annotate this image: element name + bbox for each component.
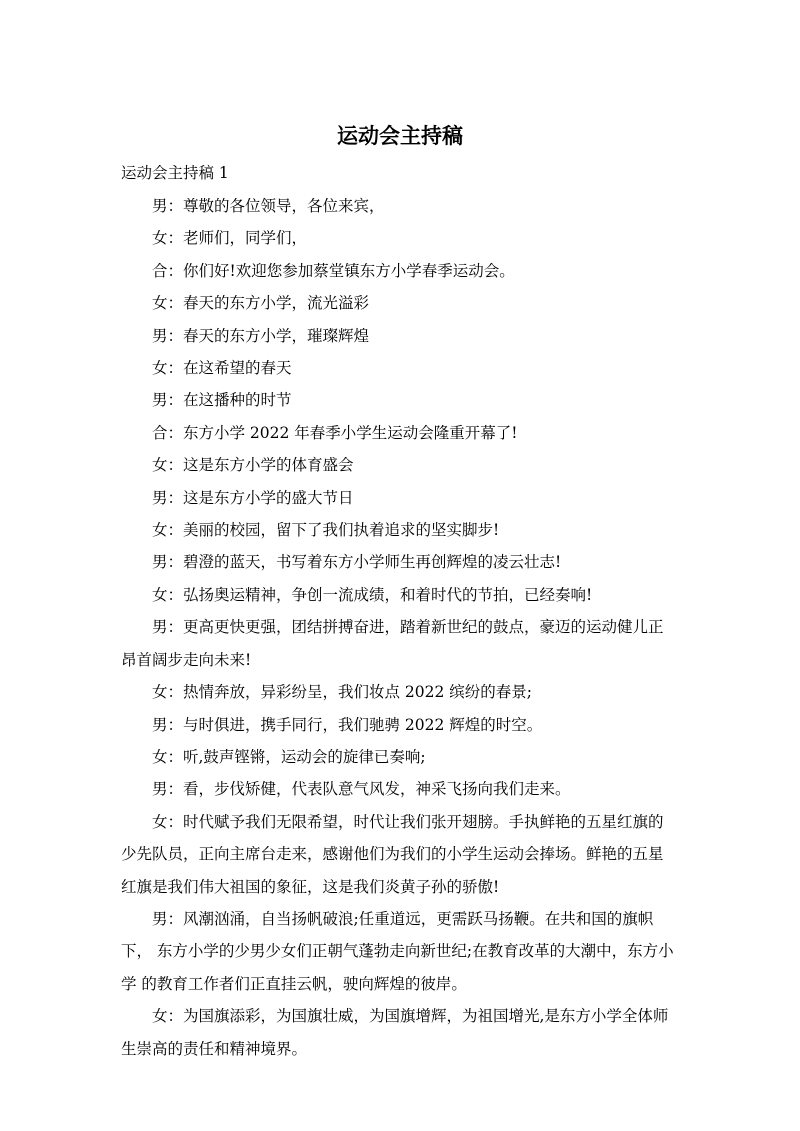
page-title: 运动会主持稿 (337, 124, 463, 148)
paragraph: 女：时代赋予我们无限希望，时代让我们张开翅膀。手执鲜艳的五星红旗的 少先队员，正向主席台走来，感谢他们为我们的小学生运动会捧场。鲜艳的五星 红旗是我们伟大祖国的象征，这是我们炎黄子孙的骄傲! (121, 812, 669, 896)
paragraph: 女：美丽的校园，留下了我们执着追求的坚实脚步! (152, 521, 500, 540)
paragraph: 女：热情奔放，异彩纷呈，我们妆点 2022 缤纷的春景; (152, 683, 533, 702)
paragraph: 女：为国旗添彩，为国旗壮威，为国旗增辉，为祖国增光,是东方小学全体师生崇高的责任和精神境界。 (121, 1007, 669, 1058)
paragraph: 男：碧澄的蓝天，书写着东方小学师生再创辉煌的凌云壮志! (152, 553, 562, 572)
paragraph: 男：尊敬的各位领导，各位来宾， (152, 197, 385, 215)
paragraph: 男：春天的东方小学，璀璨辉煌 (152, 326, 370, 345)
paragraph: 女：在这希望的春天 (152, 359, 292, 378)
paragraph: 女：这是东方小学的体育盛会 (152, 456, 354, 475)
paragraph: 女：春天的东方小学，流光溢彩 (152, 294, 370, 313)
document-body (121, 190, 681, 1065)
paragraph: 合：东方小学 2022 年春季小学生运动会隆重开幕了! (152, 423, 518, 442)
paragraph: 女：听,鼓声铿锵，运动会的旋律已奏响; (152, 747, 426, 766)
paragraph: 男：这是东方小学的盛大节日 (152, 488, 354, 507)
document-subtitle: 运动会主持稿 1 (121, 164, 229, 182)
paragraph: 男：风潮汹涌，自当扬帆破浪;任重道远，更需跃马扬鞭。在共和国的旗帜下， 东方小学的少男少女们正朝气蓬勃走向新世纪;在教育改革的大潮中，东方小学 的教育工作者们正直挂云帆，驶向辉煌的彼岸。 (121, 909, 674, 993)
paragraph: 合：你们好!欢迎您参加蔡堂镇东方小学春季运动会。 (152, 261, 515, 280)
paragraph: 男：在这播种的时节 (152, 391, 292, 410)
paragraph: 女：老师们，同学们， (152, 229, 308, 248)
paragraph: 男：与时俱进，携手同行，我们驰骋 2022 辉煌的时空。 (152, 715, 543, 734)
paragraph: 女：弘扬奥运精神，争创一流成绩，和着时代的节拍，已经奏响! (152, 585, 593, 604)
paragraph: 男：更高更快更强，团结拼搏奋进，踏着新世纪的鼓点，豪迈的运动健儿正 昂首阔步走向未来! (121, 618, 669, 669)
paragraph: 男：看，步伐矫健，代表队意气风发，神采飞扬向我们走来。 (152, 780, 571, 799)
